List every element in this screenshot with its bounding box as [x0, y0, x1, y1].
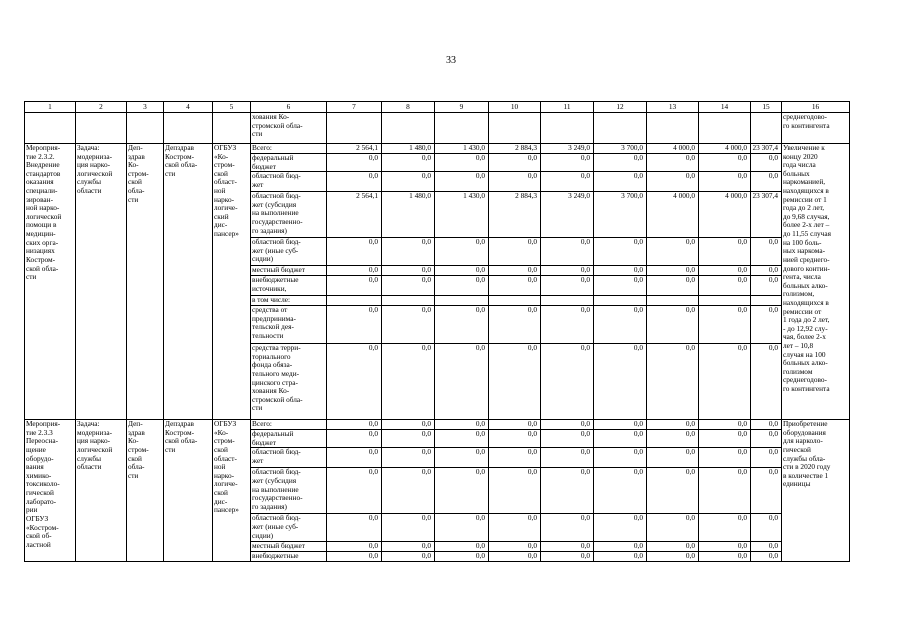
funding-source-label: средства терри- ториального фонда обяза- тельного меди- цинского стра- хования Ко- стромской обла- сти	[251, 344, 327, 420]
amount-cell: 0,0	[382, 448, 435, 468]
amount-cell: 0,0	[327, 344, 382, 420]
amount-cell: 0,0	[699, 276, 751, 296]
column-header: 2	[76, 102, 127, 113]
amount-cell: 1 480,0	[382, 144, 435, 154]
amount-cell: 0,0	[489, 468, 541, 514]
funding-source-label: внебюджетные источники,	[251, 276, 327, 296]
amount-cell: 0,0	[699, 468, 751, 514]
funding-source-label: в том числе:	[251, 296, 327, 306]
amount-cell: 0,0	[489, 448, 541, 468]
amount-cell: 0,0	[751, 238, 782, 266]
amount-cell: 0,0	[541, 468, 594, 514]
amount-cell: 0,0	[489, 552, 541, 562]
funding-source-label: областной бюд- жет (иные суб- сидии)	[251, 514, 327, 542]
amount-cell	[327, 296, 382, 306]
page-number: 33	[446, 55, 456, 66]
amount-cell: 0,0	[382, 306, 435, 344]
amount-cell: 4 000,0	[647, 192, 699, 238]
amount-cell: 0,0	[382, 552, 435, 562]
amount-cell: 0,0	[489, 514, 541, 542]
amount-cell: 0,0	[489, 266, 541, 276]
amount-cell: 0,0	[382, 238, 435, 266]
amount-cell: 0,0	[647, 172, 699, 192]
amount-cell: 0,0	[327, 552, 382, 562]
amount-cell: 0,0	[594, 430, 647, 448]
amount-cell: 0,0	[382, 420, 435, 430]
amount-cell: 4 000,0	[699, 144, 751, 154]
amount-cell: 0,0	[382, 266, 435, 276]
amount-cell: 0,0	[699, 542, 751, 552]
amount-cell: 23 307,4	[751, 192, 782, 238]
amount-cell: 0,0	[541, 154, 594, 172]
cont-line-3: сти	[252, 129, 263, 139]
amount-cell	[699, 296, 751, 306]
funding-source-label: областной бюд- жет (субсидия на выполнение государственно- го задания)	[251, 468, 327, 514]
amount-cell: 0,0	[699, 344, 751, 420]
amount-cell: 0,0	[647, 448, 699, 468]
amount-cell: 0,0	[699, 154, 751, 172]
amount-cell	[751, 296, 782, 306]
amount-cell: 0,0	[327, 172, 382, 192]
amount-cell: 0,0	[699, 552, 751, 562]
responsible-executor: Депздрав Костром- ской обла- сти	[164, 420, 213, 562]
event-name: Мероприя- тие 2.3.3 Переосна- щение оборудо- вания химико- токсиколо- гической лаборато- рии ОГБУЗ «Костром- ской об- ластной	[25, 420, 76, 562]
funding-row	[25, 144, 850, 154]
column-header: 8	[382, 102, 435, 113]
amount-cell: 0,0	[382, 514, 435, 542]
amount-cell: 0,0	[489, 344, 541, 420]
amount-cell: 0,0	[489, 420, 541, 430]
amount-cell: 0,0	[647, 238, 699, 266]
amount-cell: 0,0	[435, 420, 489, 430]
amount-cell: 0,0	[699, 266, 751, 276]
column-header: 7	[327, 102, 382, 113]
funding-source-label: средства от предпринима- тельской дея- тельности	[251, 306, 327, 344]
column-header: 5	[213, 102, 251, 113]
amount-cell: 0,0	[594, 448, 647, 468]
amount-cell: 0,0	[751, 154, 782, 172]
amount-cell: 0,0	[327, 238, 382, 266]
amount-cell: 0,0	[647, 420, 699, 430]
amount-cell: 0,0	[594, 468, 647, 514]
amount-cell: 0,0	[647, 266, 699, 276]
column-header: 16	[782, 102, 850, 113]
amount-cell: 0,0	[435, 172, 489, 192]
amount-cell: 2 884,3	[489, 144, 541, 154]
amount-cell	[435, 296, 489, 306]
amount-cell: 0,0	[751, 266, 782, 276]
column-header: 6	[251, 102, 327, 113]
column-header: 11	[541, 102, 594, 113]
continuation-result	[782, 113, 850, 144]
amount-cell: 0,0	[699, 430, 751, 448]
participant: ОГБУЗ «Ко- стром- ской област- ной нарко- логиче- ской дис- пансер»	[213, 420, 251, 562]
amount-cell: 0,0	[594, 420, 647, 430]
coordinator: Деп- здрав Ко- стром- ской обла- сти	[127, 420, 164, 562]
amount-cell: 0,0	[751, 468, 782, 514]
amount-cell: 0,0	[751, 276, 782, 296]
header-row	[25, 102, 850, 113]
continuation-row	[25, 113, 850, 144]
amount-cell: 0,0	[541, 306, 594, 344]
column-header: 10	[489, 102, 541, 113]
amount-cell: 0,0	[327, 430, 382, 448]
amount-cell: 0,0	[327, 154, 382, 172]
amount-cell: 0,0	[699, 238, 751, 266]
amount-cell: 0,0	[541, 238, 594, 266]
funding-source-label: Всего:	[251, 420, 327, 430]
amount-cell: 2 564,1	[327, 192, 382, 238]
amount-cell: 0,0	[594, 266, 647, 276]
amount-cell: 0,0	[489, 276, 541, 296]
amount-cell: 0,0	[435, 542, 489, 552]
amount-cell: 0,0	[647, 542, 699, 552]
funding-source-label: областной бюд- жет (иные суб- сидии)	[251, 238, 327, 266]
amount-cell: 0,0	[327, 306, 382, 344]
expected-result: Приобретение оборудования для нарколо- гической службы обла- сти в 2020 году в количестве 1 единицы	[782, 420, 850, 562]
funding-source-label: областной бюд- жет	[251, 448, 327, 468]
amount-cell: 0,0	[541, 420, 594, 430]
amount-cell: 0,0	[489, 542, 541, 552]
funding-source-label: местный бюджет	[251, 266, 327, 276]
amount-cell: 23 307,4	[751, 144, 782, 154]
amount-cell: 0,0	[541, 276, 594, 296]
event-task: Задача: модерниза- ция нарко- логической службы области	[76, 420, 127, 562]
column-header: 3	[127, 102, 164, 113]
continuation-label	[251, 113, 327, 144]
cont-line-2: стромской обла-	[252, 120, 303, 130]
amount-cell: 0,0	[751, 172, 782, 192]
amount-cell: 0,0	[382, 542, 435, 552]
amount-cell: 0,0	[647, 276, 699, 296]
amount-cell: 0,0	[327, 420, 382, 430]
amount-cell: 0,0	[647, 430, 699, 448]
amount-cell: 0,0	[751, 430, 782, 448]
amount-cell: 0,0	[594, 172, 647, 192]
amount-cell: 0,0	[647, 552, 699, 562]
amount-cell: 0,0	[327, 266, 382, 276]
amount-cell: 0,0	[382, 172, 435, 192]
amount-cell	[647, 296, 699, 306]
amount-cell: 0,0	[594, 238, 647, 266]
event-task: Задача: модерниза- ция нарко- логической службы области	[76, 144, 127, 420]
amount-cell: 0,0	[751, 306, 782, 344]
amount-cell: 0,0	[541, 266, 594, 276]
amount-cell: 0,0	[382, 468, 435, 514]
amount-cell: 0,0	[435, 266, 489, 276]
amount-cell: 0,0	[489, 238, 541, 266]
amount-cell: 0,0	[594, 552, 647, 562]
amount-cell: 3 700,0	[594, 192, 647, 238]
amount-cell	[489, 296, 541, 306]
amount-cell: 1 430,0	[435, 192, 489, 238]
funding-source-label: внебюджетные	[251, 552, 327, 562]
column-header: 4	[164, 102, 213, 113]
column-header: 12	[594, 102, 647, 113]
amount-cell: 0,0	[647, 514, 699, 542]
amount-cell: 1 480,0	[382, 192, 435, 238]
amount-cell: 0,0	[699, 306, 751, 344]
amount-cell: 0,0	[647, 306, 699, 344]
funding-source-label: областной бюд- жет	[251, 172, 327, 192]
amount-cell: 3 249,0	[541, 144, 594, 154]
amount-cell: 0,0	[594, 542, 647, 552]
column-header: 1	[25, 102, 76, 113]
funding-source-label: федеральный бюджет	[251, 154, 327, 172]
amount-cell	[541, 296, 594, 306]
amount-cell: 0,0	[541, 172, 594, 192]
amount-cell: 0,0	[435, 238, 489, 266]
amount-cell: 1 430,0	[435, 144, 489, 154]
expected-result: Увеличение к концу 2020 года числа больных наркоманией, находящихся в ремиссии от 1 года до 2 лет, до 9,68 случая, более 2-х лет – до 11,55 случая на 100 боль- ных наркома- нией среднего- дового контин- гента, числа больных алко- голизмом, находящихся в ремиссии от 1 года до 2 лет, - до 12,92 слу- чая, более 2-х лет – 10,8 случая на 100 больных алко- голизмом среднегодово- го контингента	[782, 144, 850, 420]
amount-cell	[382, 296, 435, 306]
amount-cell: 0,0	[541, 514, 594, 542]
amount-cell: 0,0	[435, 448, 489, 468]
amount-cell: 0,0	[594, 306, 647, 344]
amount-cell	[594, 296, 647, 306]
amount-cell: 0,0	[541, 344, 594, 420]
amount-cell: 0,0	[435, 154, 489, 172]
amount-cell: 0,0	[647, 468, 699, 514]
amount-cell: 0,0	[699, 514, 751, 542]
amount-cell: 0,0	[489, 154, 541, 172]
amount-cell: 0,0	[382, 344, 435, 420]
cont-result-2: го контингента	[783, 120, 830, 130]
amount-cell: 0,0	[594, 276, 647, 296]
amount-cell: 0,0	[435, 306, 489, 344]
amount-cell: 0,0	[647, 344, 699, 420]
amount-cell: 0,0	[751, 344, 782, 420]
amount-cell: 0,0	[327, 448, 382, 468]
funding-source-label: федеральный бюджет	[251, 430, 327, 448]
amount-cell: 0,0	[751, 552, 782, 562]
amount-cell: 0,0	[382, 430, 435, 448]
cont-result-1: среднегодово-	[783, 112, 827, 121]
amount-cell: 0,0	[489, 430, 541, 448]
amount-cell: 0,0	[382, 154, 435, 172]
amount-cell: 0,0	[699, 172, 751, 192]
amount-cell: 0,0	[489, 172, 541, 192]
budget-table	[24, 101, 850, 562]
column-header: 13	[647, 102, 699, 113]
amount-cell: 0,0	[647, 154, 699, 172]
amount-cell: 0,0	[489, 306, 541, 344]
amount-cell: 0,0	[699, 448, 751, 468]
participant: ОГБУЗ «Ко- стром- ской област- ной нарко- логиче- ский дис- пансер»	[213, 144, 251, 420]
amount-cell: 0,0	[751, 420, 782, 430]
amount-cell: 0,0	[435, 344, 489, 420]
amount-cell: 0,0	[751, 542, 782, 552]
column-header: 9	[435, 102, 489, 113]
amount-cell: 0,0	[541, 430, 594, 448]
amount-cell: 0,0	[541, 552, 594, 562]
amount-cell: 2 884,3	[489, 192, 541, 238]
amount-cell: 0,0	[541, 448, 594, 468]
amount-cell: 0,0	[594, 154, 647, 172]
amount-cell: 0,0	[435, 514, 489, 542]
column-header: 14	[699, 102, 751, 113]
amount-cell: 0,0	[435, 552, 489, 562]
amount-cell: 0,0	[327, 468, 382, 514]
amount-cell: 0,0	[327, 514, 382, 542]
column-header: 15	[751, 102, 782, 113]
cont-line-1: хования Ко-	[252, 112, 290, 121]
amount-cell: 2 564,1	[327, 144, 382, 154]
funding-source-label: областной бюд- жет (субсидия на выполнение государственно- го задания)	[251, 192, 327, 238]
responsible-executor: Депздрав Костром- ской обла- сти	[164, 144, 213, 420]
amount-cell: 3 700,0	[594, 144, 647, 154]
amount-cell: 4 000,0	[699, 192, 751, 238]
amount-cell: 0,0	[327, 542, 382, 552]
funding-row	[25, 420, 850, 430]
amount-cell: 0,0	[382, 276, 435, 296]
amount-cell: 0,0	[751, 514, 782, 542]
amount-cell: 3 249,0	[541, 192, 594, 238]
amount-cell: 0,0	[541, 542, 594, 552]
amount-cell: 0,0	[751, 448, 782, 468]
funding-source-label: местный бюджет	[251, 542, 327, 552]
amount-cell: 0,0	[594, 514, 647, 542]
funding-source-label: Всего:	[251, 144, 327, 154]
coordinator: Деп- здрав Ко- стром- ской обла- сти	[127, 144, 164, 420]
event-name: Мероприя- тие 2.3.2. Внедрение стандартов оказания специали- зирован- ной нарко- логической помощи в медицин- ских орга- низациях Костром- ской обла- сти	[25, 144, 76, 420]
amount-cell: 0,0	[435, 276, 489, 296]
amount-cell: 0,0	[594, 344, 647, 420]
amount-cell: 0,0	[435, 468, 489, 514]
amount-cell: 0,0	[699, 420, 751, 430]
amount-cell: 0,0	[435, 430, 489, 448]
amount-cell: 4 000,0	[647, 144, 699, 154]
amount-cell: 0,0	[327, 276, 382, 296]
